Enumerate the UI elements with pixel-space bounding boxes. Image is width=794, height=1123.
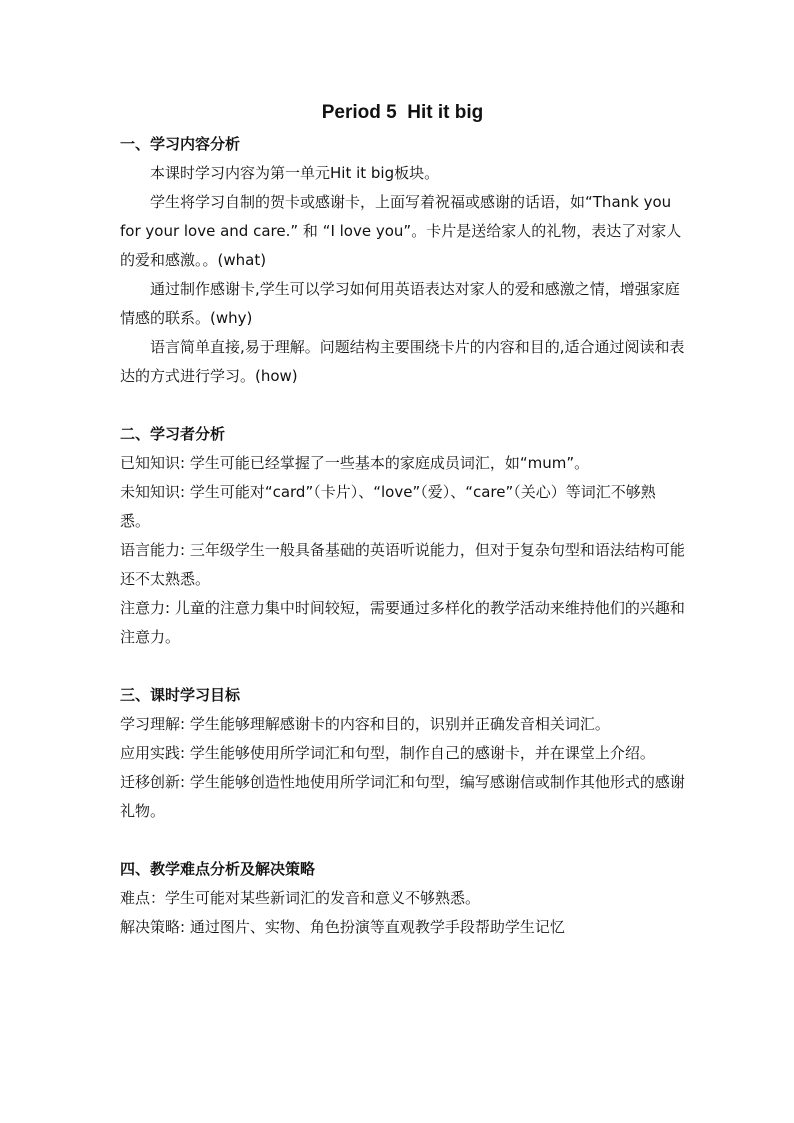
- paragraph: 已知知识: 学生可能已经掌握了一些基本的家庭成员词汇，如“mum”。: [120, 454, 590, 472]
- spacer: [120, 826, 685, 855]
- paragraph: 应用实践: 学生能够使用所学词汇和句型，制作自己的感谢卡，并在课堂上介绍。: [120, 744, 655, 762]
- spacer: [120, 391, 685, 420]
- paragraph: 学习理解: 学生能够理解感谢卡的内容和目的，识别并正确发音相关词汇。: [120, 715, 610, 733]
- section-difficulty-strategy: [120, 855, 685, 942]
- spacer: [120, 652, 685, 681]
- paragraph: 学生将学习自制的贺卡或感谢卡，上面写着祝福或感谢的话语，如“Thank you for your love and care.” 和 “I love you”。卡片是送给家人的礼物，表达了对家人的爱和感激。。(what): [120, 193, 682, 269]
- paragraph: 通过制作感谢卡,学生可以学习如何用英语表达对家人的爱和感激之情，增强家庭情感的联系。(why): [120, 280, 680, 327]
- paragraph: 解决策略: 通过图片、实物、角色扮演等直观教学手段帮助学生记忆: [120, 918, 565, 936]
- section-heading: 一、学习内容分析: [120, 135, 241, 153]
- section-heading: 三、课时学习目标: [120, 686, 241, 704]
- section-learning-objectives: [120, 681, 685, 826]
- paragraph: 迁移创新: 学生能够创造性地使用所学词汇和句型，编写感谢信或制作其他形式的感谢礼物。: [120, 773, 685, 820]
- paragraph: 语言简单直接,易于理解。问题结构主要围绕卡片的内容和目的,适合通过阅读和表达的方式进行学习。(how): [120, 338, 685, 385]
- document-body: [120, 100, 685, 942]
- paragraph: 难点：学生可能对某些新词汇的发音和意义不够熟悉。: [120, 889, 481, 907]
- paragraph: 未知知识: 学生可能对“card”（卡片）、“love”（爱）、“care”（关心）等词汇不够熟悉。: [120, 483, 656, 530]
- section-learner-analysis: [120, 420, 685, 652]
- section-heading: 二、学习者分析: [120, 425, 226, 443]
- paragraph: 语言能力: 三年级学生一般具备基础的英语听说能力，但对于复杂句型和语法结构可能还不太熟悉。: [120, 541, 685, 588]
- section-heading: 四、教学难点分析及解决策略: [120, 860, 316, 878]
- paragraph: 注意力: 儿童的注意力集中时间较短，需要通过多样化的教学活动来维持他们的兴趣和注意力。: [120, 599, 685, 646]
- paragraph: 本课时学习内容为第一单元Hit it big板块。: [150, 164, 440, 182]
- document-title: Period 5 Hit it big: [321, 102, 484, 123]
- section-content-analysis: [120, 130, 685, 391]
